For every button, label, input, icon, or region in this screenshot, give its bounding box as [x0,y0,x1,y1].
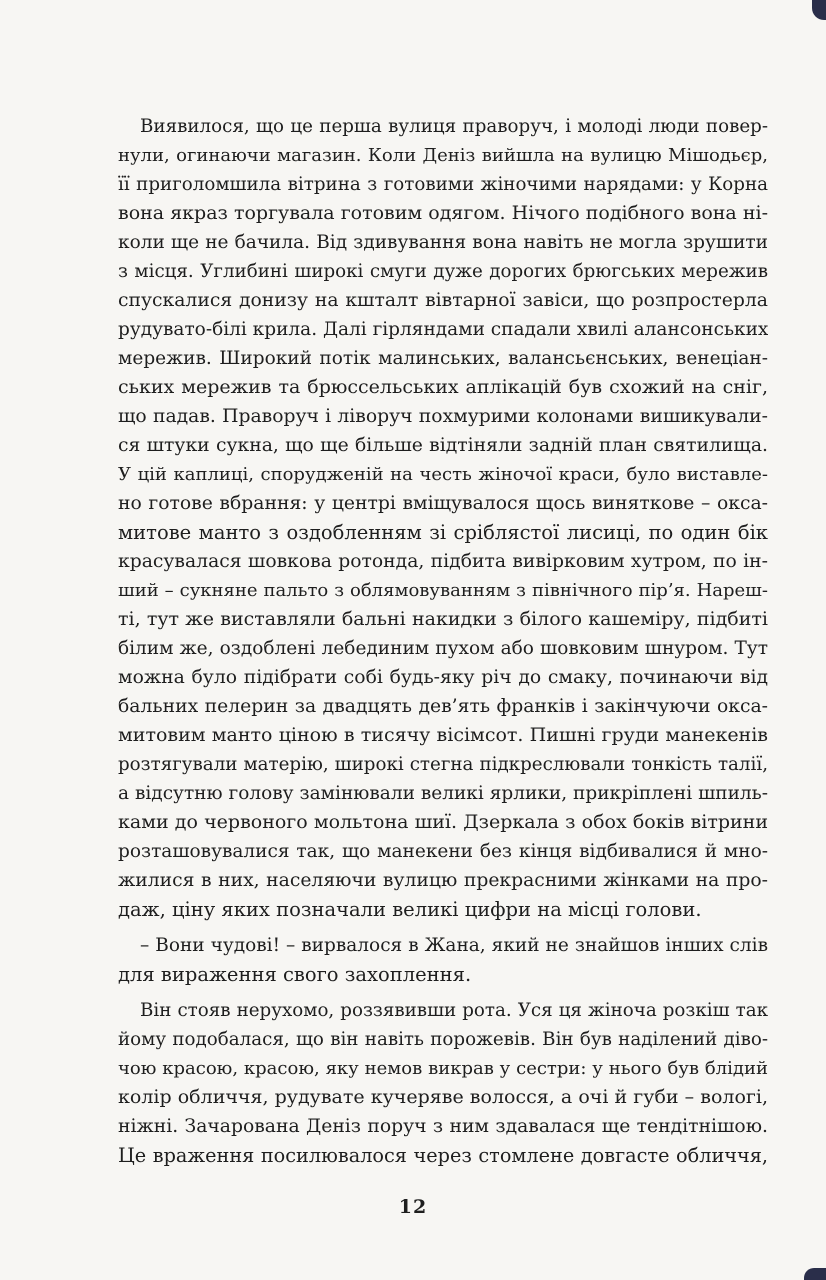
text-line: для вираження свого захоплення. [118,963,472,986]
text-line: Виявилося, що це перша вулиця праворуч, і молоді люди повер- [140,116,768,137]
page-number: 12 [398,1196,428,1218]
text-line: можна було підібрати собі будь-яку річ до смаку, починаючи від [118,667,768,688]
text-line: митовим манто ціною в тисячу вісімсот. Пишні груди манекенів [118,724,768,746]
text-line: У цій каплиці, спорудженій на честь жіночої краси, було виставле- [118,464,768,485]
text-line: даж, ціну яких позначали великі цифри на місці голови. [118,898,702,921]
text-line: ніжні. Зачарована Деніз поруч з ним здавалася ще тендітнішою. [118,1116,768,1137]
text-line: йому подобалася, що він навіть порожевів. Він був наділений діво- [118,1029,768,1050]
text-line: її приголомшила вітрина з готовими жіночими нарядами: у Корна [118,174,768,195]
text-line: розтягували матерію, широкі стегна підкреслювали тонкість талії, [118,754,768,775]
text-line: білим же, оздоблені лебединим пухом або шовковим шнуром. Тут [118,638,768,659]
text-line: жилися в них, населяючи вулицю прекрасними жінками на про- [118,870,768,891]
text-line: а відсутню голову замінювали великі ярлики, прикріплені шпиль- [118,783,768,804]
text-line: мережив. Широкий потік малинських, валансьєнських, венеціан- [118,348,768,369]
text-line: ті, тут же виставляли бальні накидки з білого кашеміру, підбиті [118,608,768,630]
text-line: ками до червоного мольтона шиї. Дзеркала з обох боків вітрини [118,811,768,833]
paragraph-3 [118,996,768,1170]
text-line: з місця. Углибині широкі смуги дуже дорогих брюгських мережив [118,261,768,282]
text-line: Це враження посилювалося через стомлене довгасте обличчя, [118,1144,768,1167]
text-line: – Вони чудові! – вирвалося в Жана, який не знайшов інших слів [140,935,768,956]
text-line: спускалися донизу на кшталт вівтарної завіси, що розпростерла [118,290,768,311]
text-line: розташовувалися так, що манекени без кінця відбивалися й мно- [118,841,768,862]
text-line: ся штуки сукна, що ще більше відтіняли задній план святилища. [118,435,768,456]
book-page-text [118,112,768,1170]
text-line: вона якраз торгувала готовим одягом. Нічого подібного вона ні- [118,202,768,224]
text-line: колір обличчя, рудувате кучеряве волосся, а очі й губи – вологі, [118,1086,768,1108]
text-line: Він стояв нерухомо, роззявивши рота. Уся ця жіноча розкіш так [140,1000,768,1021]
text-line: ських мережив та брюссельських аплікацій був схожий на сніг, [118,376,768,398]
text-line: коли ще не бачила. Від здивування вона навіть не могла зрушити [118,232,768,253]
page-edge-shadow-bottom [804,1268,826,1280]
text-line: ший – сукняне пальто з облямовуванням з північного пір’я. Нареш- [118,580,768,601]
text-line: митове манто з оздобленням зі сріблястої лисиці, по один бік [118,521,768,544]
text-line: нули, огинаючи магазин. Коли Деніз вийшла на вулицю Мішодьєр, [118,145,768,166]
text-line: рудувато-білі крила. Далі гірляндами спадали хвилі алансонських [118,319,768,340]
text-line: чою красою, красою, яку немов викрав у сестри: у нього був блідий [118,1058,768,1079]
text-line: бальних пелерин за двадцять дев’ять франків і закінчуючи окса- [118,696,768,717]
text-line: красувалася шовкова ротонда, підбита вивірковим хутром, по ін- [118,551,768,572]
paragraph-1 [118,112,768,924]
text-line: но готове вбрання: у центрі вміщувалося щось виняткове – окса- [118,493,768,514]
paragraph-2-dialogue [118,931,768,989]
text-line: що падав. Праворуч і ліворуч похмурими колонами вишикували- [118,406,768,427]
page-edge-shadow-top [812,0,826,20]
